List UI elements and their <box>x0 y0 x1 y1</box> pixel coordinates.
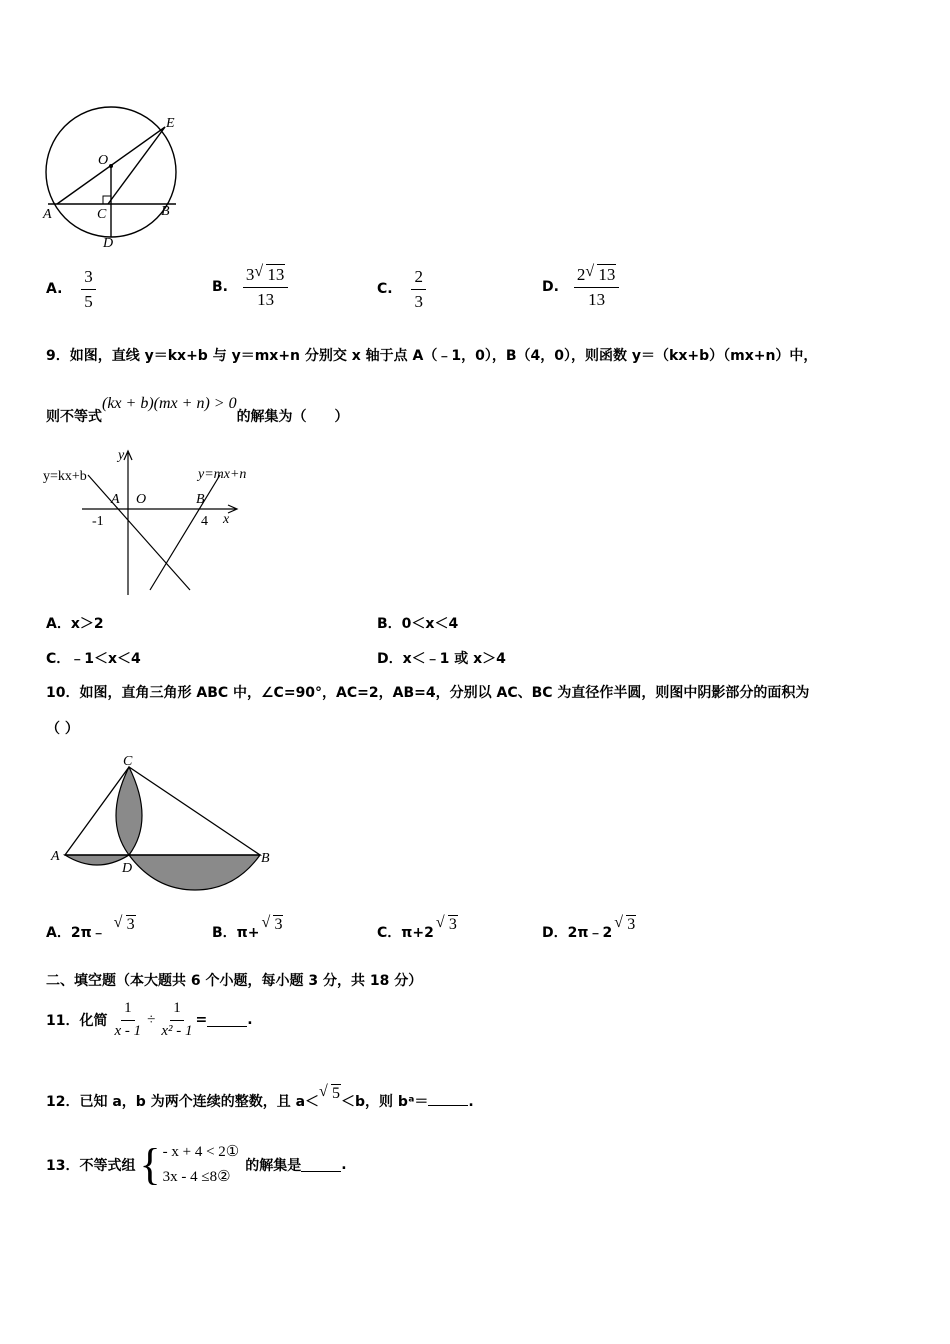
q13-stem: 13．不等式组 { - x + 4 < 2① 3x - 4 ≤8② 的解集是 . <box>46 1140 347 1189</box>
label-B: B <box>161 204 170 219</box>
q9-option-d[interactable]: D．x＜﹣1 或 x＞4 <box>377 651 506 667</box>
q10-stem-line1: 10．如图，直角三角形 ABC 中，∠C=90°，AC=2，AB=4，分别以 AC、BC 为直径作半圆，则图中阴影部分的面积为 <box>46 685 810 701</box>
q9-inequality: (kx + b)(mx + n) > 0 <box>102 395 237 412</box>
q9-stem-line2: 则不等式(kx + b)(mx + n) > 0的解集为（ ） <box>46 395 349 425</box>
q12-answer-blank[interactable] <box>428 1093 468 1106</box>
section-title: 二、填空题（本大题共 6 个小题，每小题 3 分，共 18 分） <box>46 973 423 989</box>
q8-option-d[interactable]: D. 2 √ 13 13 <box>542 265 619 309</box>
q10-option-a[interactable]: A．2π﹣ √ 3 <box>46 914 135 941</box>
q10-option-d[interactable]: D．2π﹣2 √ 3 <box>542 914 636 941</box>
q10-label-D: D <box>122 861 133 876</box>
q9-label-A: A <box>111 492 120 507</box>
q10-label-C: C <box>123 754 133 769</box>
label-E: E <box>166 116 175 131</box>
q9-option-c[interactable]: C．﹣1＜x＜4 <box>46 651 141 667</box>
q9-y-label: y <box>118 448 125 463</box>
q9-stem-line1: 9．如图，直线 y＝kx+b 与 y＝mx+n 分别交 x 轴于点 A（﹣1，0），B（4，0），则函数 y＝（kx+b）（mx+n）中， <box>46 348 818 364</box>
q9-line1-label: y=kx+b <box>43 469 87 484</box>
q10-stem-line2: （ ） <box>46 721 79 737</box>
q8-circle-figure <box>40 100 190 250</box>
label-D: D <box>103 236 114 250</box>
q8-option-c[interactable]: C. $\frac{2}{3}$ <box>377 267 426 311</box>
q9-tick-minus1: -1 <box>92 514 104 529</box>
q9-tick-4: 4 <box>201 514 208 529</box>
q9-x-label: x <box>223 512 230 527</box>
q8-option-a[interactable]: A. $\frac{3}{5}$ <box>46 267 96 311</box>
label-C: C <box>97 207 107 222</box>
left-brace: { <box>139 1140 161 1189</box>
q11-answer-blank[interactable] <box>207 1014 247 1027</box>
q9-graph-figure <box>40 445 270 600</box>
q9-line2-label: y=mx+n <box>198 467 247 482</box>
q10-label-B: B <box>261 851 270 866</box>
q10-label-A: A <box>51 849 60 864</box>
label-O: O <box>98 153 109 168</box>
label-A: A <box>43 207 52 222</box>
q12-stem: 12．已知 a，b 为两个连续的整数，且 a＜ √ 5＜b，则 bᵃ＝ . <box>46 1083 474 1110</box>
q11-stem: 11．化简 $\frac{1}{x - 1}$ ÷ $\frac{1}{\text{x² - 1}}$ = . <box>46 1000 253 1039</box>
q9-option-a[interactable]: A．x＞2 <box>46 616 104 632</box>
q8-option-b[interactable]: B. 3 √ 13 13 <box>212 265 288 309</box>
q9-label-B: B <box>196 492 205 507</box>
q9-label-O: O <box>136 492 147 507</box>
q10-option-b[interactable]: B．π+ √ 3 <box>212 914 283 941</box>
q9-option-b[interactable]: B．0＜x＜4 <box>377 616 459 632</box>
q13-answer-blank[interactable] <box>301 1159 341 1172</box>
q10-option-c[interactable]: C．π+2 √ 3 <box>377 914 457 941</box>
q10-triangle-figure <box>45 750 285 898</box>
